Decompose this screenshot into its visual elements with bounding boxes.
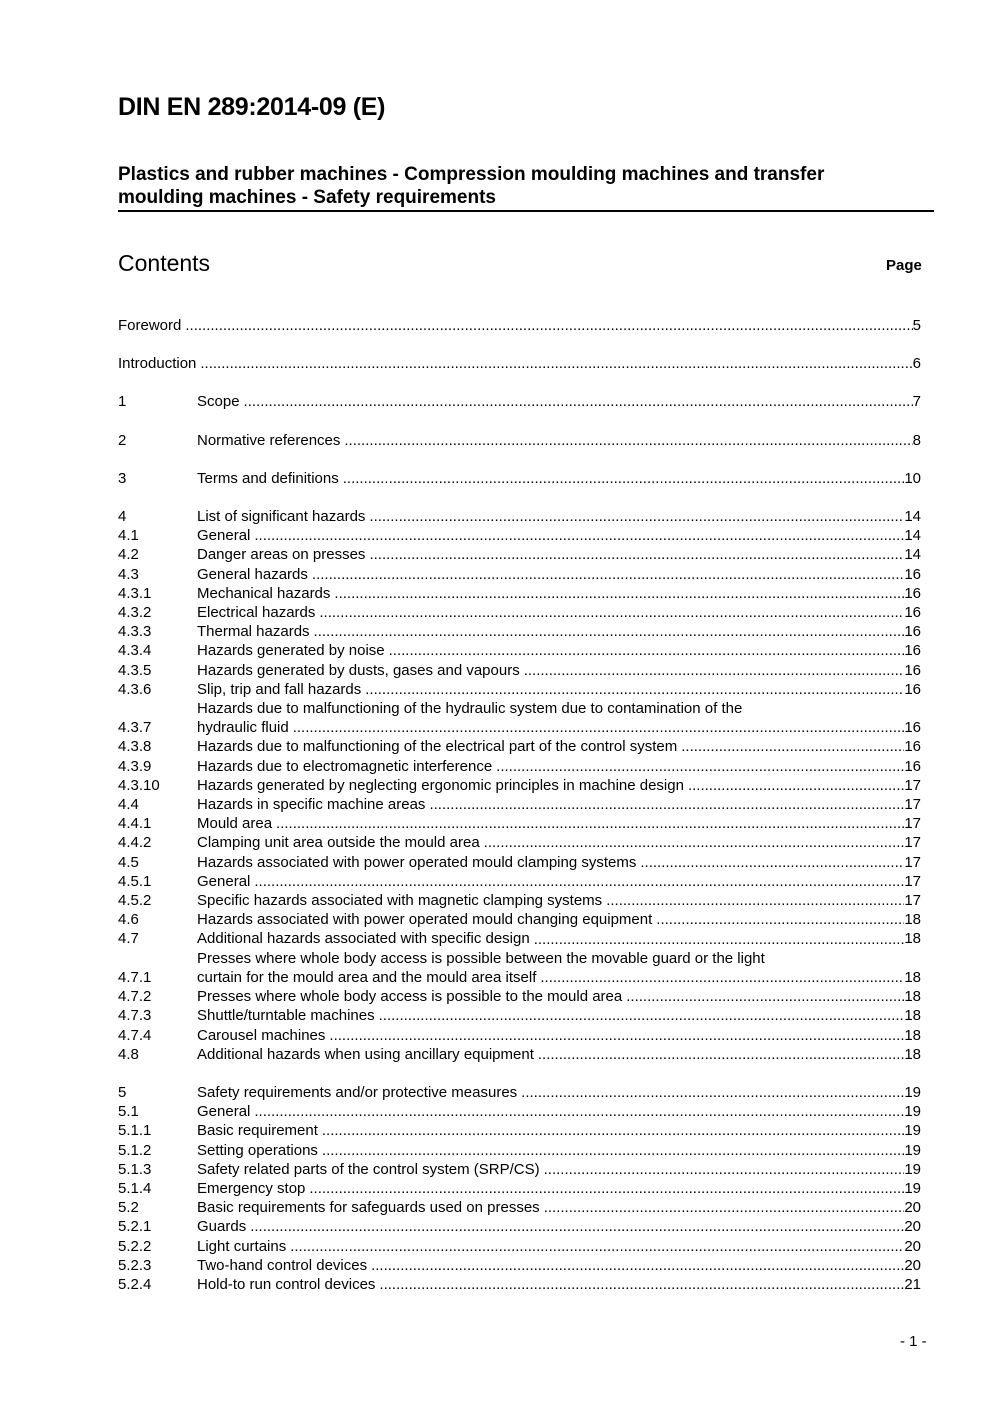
toc-leader-dots: [534, 930, 905, 949]
toc-entry-title: Hazards in specific machine areas: [197, 796, 426, 814]
toc-entry-page: 18: [904, 1045, 921, 1063]
toc-entry-title: Clamping unit area outside the mould area: [197, 834, 480, 852]
toc-leader-dots: [322, 1141, 904, 1160]
toc-entry[interactable]: [118, 641, 921, 660]
toc-leader-dots: [484, 833, 905, 852]
toc-entry-number: 4.3.8: [118, 738, 152, 756]
toc-leader-dots: [429, 795, 904, 814]
toc-leader-dots: [334, 584, 904, 603]
toc-spacer: [118, 373, 921, 392]
toc-entry-page: 6: [912, 355, 921, 373]
toc-entry-number: 5.2.1: [118, 1218, 152, 1236]
toc-leader-dots: [185, 316, 912, 335]
toc-entry[interactable]: [118, 1102, 921, 1121]
toc-entry-title: Electrical hazards: [197, 604, 316, 622]
toc-entry-page: 19: [904, 1141, 921, 1159]
toc-entry-title: Light curtains: [197, 1237, 287, 1255]
toc-entry-number: 1: [118, 393, 127, 411]
toc-entry-title: Basic requirements for safeguards used on presses: [197, 1199, 540, 1217]
toc-leader-dots: [524, 661, 905, 680]
toc-entry-page: 17: [904, 872, 921, 890]
toc-leader-dots: [343, 469, 905, 488]
toc-spacer: [118, 450, 921, 469]
toc-entry-title: Hazards due to malfunctioning of the hydraulic system due to contamination of the: [197, 700, 743, 718]
toc-entry-page: 5: [912, 317, 921, 334]
toc-entry[interactable]: [118, 545, 921, 564]
toc-entry-title: General: [197, 1103, 251, 1121]
toc-entry[interactable]: [118, 507, 921, 526]
toc-entry-page: 17: [904, 815, 921, 833]
toc-entry-page: 17: [904, 776, 921, 794]
toc-entry-number: 4.3.3: [118, 623, 152, 641]
toc-spacer: [118, 412, 921, 431]
toc-entry-title: Introduction: [118, 355, 197, 373]
toc-leader-dots: [496, 757, 904, 776]
toc-entry-title: Foreword: [118, 317, 182, 334]
toc-entry[interactable]: [118, 776, 921, 795]
toc-entry-number: 4.7.3: [118, 1007, 152, 1025]
toc-entry-title: Slip, trip and fall hazards: [197, 680, 362, 698]
toc-entry[interactable]: [118, 929, 921, 948]
toc-entry[interactable]: [118, 584, 921, 603]
toc-entry-number: 4.2: [118, 546, 139, 564]
toc-leader-dots: [244, 392, 913, 411]
toc-entry-title-continued: hydraulic fluid: [197, 719, 289, 737]
toc-entry-number: 5: [118, 1083, 127, 1101]
toc-entry-number: 4.7.2: [118, 988, 152, 1006]
toc-entry-number: 4.4: [118, 796, 139, 814]
toc-leader-dots: [540, 968, 904, 987]
toc-entry[interactable]: [118, 431, 921, 450]
toc-entry-title: Mechanical hazards: [197, 584, 331, 602]
toc-entry[interactable]: [118, 1256, 921, 1275]
toc-entry-number: 4.6: [118, 911, 139, 929]
toc-entry-title: Specific hazards associated with magnetic clamping systems: [197, 892, 603, 910]
toc-entry-page: 10: [904, 469, 921, 487]
toc-leader-dots: [379, 1275, 904, 1294]
toc-entry-number: 5.2: [118, 1199, 139, 1217]
toc-leader-dots: [276, 814, 904, 833]
toc-leader-dots: [322, 1121, 904, 1140]
toc-entry-number: 4.3.5: [118, 661, 152, 679]
toc-entry-number: 4.7: [118, 930, 139, 948]
toc-entry-page: 18: [904, 911, 921, 929]
toc-entry-page: 17: [904, 853, 921, 871]
toc-leader-dots: [344, 431, 912, 450]
toc-entry-page: 19: [904, 1179, 921, 1197]
toc-entry-page: 17: [904, 834, 921, 852]
toc-entry[interactable]: [118, 1198, 921, 1217]
toc-leader-dots: [329, 1026, 904, 1045]
toc-entry-title: Emergency stop: [197, 1179, 306, 1197]
toc-entry-title: Carousel machines: [197, 1026, 326, 1044]
toc-entry-page: 16: [904, 680, 921, 698]
toc-entry-page: 14: [904, 508, 921, 526]
toc-entry-page: 16: [904, 719, 921, 737]
toc-leader-dots: [314, 622, 905, 641]
toc-leader-dots: [544, 1160, 905, 1179]
toc-entry-title: Thermal hazards: [197, 623, 310, 641]
toc-entry[interactable]: [118, 987, 921, 1006]
toc-entry[interactable]: [118, 316, 921, 335]
toc-entry-title: Terms and definitions: [197, 469, 339, 487]
toc-entry-page: 8: [912, 431, 921, 449]
toc-leader-dots: [626, 987, 904, 1006]
toc-entry[interactable]: [118, 565, 921, 584]
toc-entry-number: 5.1.2: [118, 1141, 152, 1159]
toc-entry-title: Hazards associated with power operated mould clamping systems: [197, 853, 637, 871]
toc-entry[interactable]: [118, 1179, 921, 1198]
toc-entry-title: Scope: [197, 393, 240, 411]
toc-entry-page: 18: [904, 988, 921, 1006]
toc-entry-page: 16: [904, 584, 921, 602]
toc-leader-dots: [538, 1045, 904, 1064]
toc-entry-page: 16: [904, 565, 921, 583]
toc-leader-dots: [521, 1083, 904, 1102]
toc-entry[interactable]: [118, 1141, 921, 1160]
toc-entry-page: 20: [904, 1237, 921, 1255]
toc-entry-number: 4.3.1: [118, 584, 152, 602]
toc-entry-page: 20: [904, 1256, 921, 1274]
toc-entry-title: Hazards generated by neglecting ergonomic principles in machine design: [197, 776, 684, 794]
toc-leader-dots: [606, 891, 904, 910]
toc-entry[interactable]: [118, 795, 921, 814]
toc-leader-dots: [365, 680, 904, 699]
toc-entry-page: 19: [904, 1103, 921, 1121]
toc-entry-page: 16: [904, 738, 921, 756]
toc-leader-dots: [389, 641, 905, 660]
toc-entry[interactable]: [118, 910, 921, 929]
toc-leader-dots: [309, 1179, 904, 1198]
toc-entry-page: 16: [904, 757, 921, 775]
toc-entry-title: Hazards associated with power operated mould changing equipment: [197, 911, 653, 929]
toc-leader-dots: [688, 776, 904, 795]
toc-entry[interactable]: [118, 661, 921, 680]
toc-entry[interactable]: [118, 526, 921, 545]
toc-entry[interactable]: [118, 1237, 921, 1256]
toc-entry[interactable]: [118, 853, 921, 872]
toc-entry-number: 4.5.2: [118, 892, 152, 910]
toc-entry-page: 18: [904, 1026, 921, 1044]
toc-entry-number: 5.2.4: [118, 1275, 152, 1293]
toc-entry[interactable]: [118, 1006, 921, 1025]
toc-entry-title-continued: curtain for the mould area and the mould area itself: [197, 968, 537, 986]
toc-leader-dots: [656, 910, 904, 929]
page-column-heading: Page: [886, 257, 922, 274]
toc-entry-number: 4.5: [118, 853, 139, 871]
toc-entry-title: List of significant hazards: [197, 508, 366, 526]
toc-entry[interactable]: [118, 354, 921, 373]
toc-entry[interactable]: [118, 949, 921, 987]
toc-entry-number: 4.7.4: [118, 1026, 152, 1044]
toc-entry-title: Safety related parts of the control system (SRP/CS): [197, 1160, 540, 1178]
toc-entry-number: 4.3.2: [118, 604, 152, 622]
toc-entry-page: 20: [904, 1199, 921, 1217]
toc-entry[interactable]: [118, 814, 921, 833]
toc-leader-dots: [254, 526, 904, 545]
toc-entry-number: 4.5.1: [118, 872, 152, 890]
toc-entry-page: 14: [904, 546, 921, 564]
toc-entry-page: 14: [904, 527, 921, 545]
toc-leader-dots: [290, 1237, 904, 1256]
toc-entry-page: 19: [904, 1160, 921, 1178]
toc-entry-number: 2: [118, 431, 127, 449]
page-number-footer: - 1 -: [900, 1333, 927, 1350]
subtitle-line-2: moulding machines - Safety requirements: [118, 187, 496, 208]
contents-heading: Contents: [118, 250, 211, 276]
toc-entry-number: 4.7.1: [118, 968, 152, 986]
toc-leader-dots: [379, 1006, 905, 1025]
toc-leader-dots: [369, 507, 904, 526]
toc-leader-dots: [681, 737, 904, 756]
toc-entry-title: General: [197, 527, 251, 545]
toc-entry-title: Mould area: [197, 815, 273, 833]
toc-entry-number: 4.4.1: [118, 815, 152, 833]
toc-entry-page: 18: [904, 968, 921, 986]
toc-entry-number: 4.1: [118, 527, 139, 545]
toc-entry-number: 4.3: [118, 565, 139, 583]
toc-entry[interactable]: [118, 737, 921, 756]
toc-entry[interactable]: [118, 699, 921, 737]
toc-leader-dots: [312, 565, 904, 584]
toc-entry-page: 18: [904, 930, 921, 948]
toc-entry-number: 5.2.2: [118, 1237, 152, 1255]
document-title: DIN EN 289:2014-09 (E): [118, 93, 386, 121]
toc-entry-number: 5.1: [118, 1103, 139, 1121]
toc-entry[interactable]: [118, 891, 921, 910]
toc-entry[interactable]: [118, 622, 921, 641]
toc-entry[interactable]: [118, 1275, 921, 1294]
toc-entry-number: 4.3.9: [118, 757, 152, 775]
toc-entry[interactable]: [118, 469, 921, 488]
toc-entry-title: Danger areas on presses: [197, 546, 366, 564]
toc-entry-number: 4.3.7: [118, 719, 152, 737]
toc-spacer: [118, 488, 921, 507]
toc-entry-title: Shuttle/turntable machines: [197, 1007, 375, 1025]
toc-entry[interactable]: [118, 603, 921, 622]
toc-entry-page: 19: [904, 1122, 921, 1140]
toc-entry-page: 16: [904, 623, 921, 641]
toc-entry[interactable]: [118, 1217, 921, 1236]
toc-entry-title: General: [197, 872, 251, 890]
toc-entry-page: 19: [904, 1083, 921, 1101]
toc-entry-title: Hold-to run control devices: [197, 1275, 376, 1293]
toc-entry-number: 4.3.10: [118, 776, 160, 794]
toc-entry-title: Guards: [197, 1218, 247, 1236]
toc-entry[interactable]: [118, 1026, 921, 1045]
toc-leader-dots: [369, 545, 904, 564]
toc-entry[interactable]: [118, 1160, 921, 1179]
toc-entry-number: 5.1.4: [118, 1179, 152, 1197]
toc-entry-title: Safety requirements and/or protective measures: [197, 1083, 518, 1101]
toc-entry-title: Hazards due to electromagnetic interference: [197, 757, 493, 775]
toc-leader-dots: [371, 1256, 904, 1275]
table-of-contents: [118, 316, 921, 1294]
toc-entry-number: 4.3.4: [118, 642, 152, 660]
toc-entry-number: 4.3.6: [118, 680, 152, 698]
toc-leader-dots: [250, 1217, 904, 1236]
toc-entry-page: 20: [904, 1218, 921, 1236]
toc-spacer: [118, 335, 921, 354]
toc-entry-title: Setting operations: [197, 1141, 318, 1159]
toc-entry-page: 16: [904, 604, 921, 622]
toc-entry[interactable]: [118, 1083, 921, 1102]
toc-leader-dots: [544, 1198, 905, 1217]
toc-entry[interactable]: [118, 1121, 921, 1140]
toc-entry[interactable]: [118, 392, 921, 411]
toc-leader-dots: [254, 1102, 904, 1121]
toc-entry-title: Hazards generated by noise: [197, 642, 385, 660]
toc-entry-title: Additional hazards when using ancillary equipment: [197, 1045, 534, 1063]
toc-entry-number: 5.2.3: [118, 1256, 152, 1274]
toc-entry-page: 7: [912, 393, 921, 411]
toc-leader-dots: [640, 853, 904, 872]
toc-leader-dots: [254, 872, 904, 891]
toc-entry-number: 4.4.2: [118, 834, 152, 852]
toc-spacer: [118, 1064, 921, 1083]
toc-entry[interactable]: [118, 1045, 921, 1064]
toc-entry-title: Hazards due to malfunctioning of the electrical part of the control system: [197, 738, 678, 756]
toc-entry-page: 17: [904, 892, 921, 910]
toc-entry-page: 17: [904, 796, 921, 814]
toc-entry-page: 21: [904, 1275, 921, 1293]
subtitle-line-1: Plastics and rubber machines - Compression moulding machines and transfer: [118, 164, 825, 185]
toc-entry-title: General hazards: [197, 565, 308, 583]
toc-entry-title: Presses where whole body access is possible to the mould area: [197, 988, 623, 1006]
toc-entry-number: 5.1.3: [118, 1160, 152, 1178]
document-subtitle: [118, 163, 934, 212]
toc-entry-title: Hazards generated by dusts, gases and vapours: [197, 661, 520, 679]
toc-entry-number: 3: [118, 469, 127, 487]
toc-entry-title: Two-hand control devices: [197, 1256, 368, 1274]
toc-entry-title: Presses where whole body access is possible between the movable guard or the light: [197, 949, 765, 967]
toc-entry-number: 5.1.1: [118, 1122, 152, 1140]
toc-entry[interactable]: [118, 757, 921, 776]
toc-entry-number: 4.8: [118, 1045, 139, 1063]
toc-entry[interactable]: [118, 833, 921, 852]
toc-entry-page: 16: [904, 642, 921, 660]
toc-entry[interactable]: [118, 680, 921, 699]
toc-entry-title: Normative references: [197, 431, 341, 449]
toc-entry[interactable]: [118, 872, 921, 891]
toc-leader-dots: [293, 718, 905, 737]
toc-leader-dots: [200, 354, 912, 373]
toc-entry-page: 16: [904, 661, 921, 679]
toc-entry-page: 18: [904, 1007, 921, 1025]
toc-entry-number: 4: [118, 508, 127, 526]
toc-entry-title: Additional hazards associated with specific design: [197, 930, 530, 948]
toc-leader-dots: [319, 603, 904, 622]
toc-entry-title: Basic requirement: [197, 1122, 318, 1140]
